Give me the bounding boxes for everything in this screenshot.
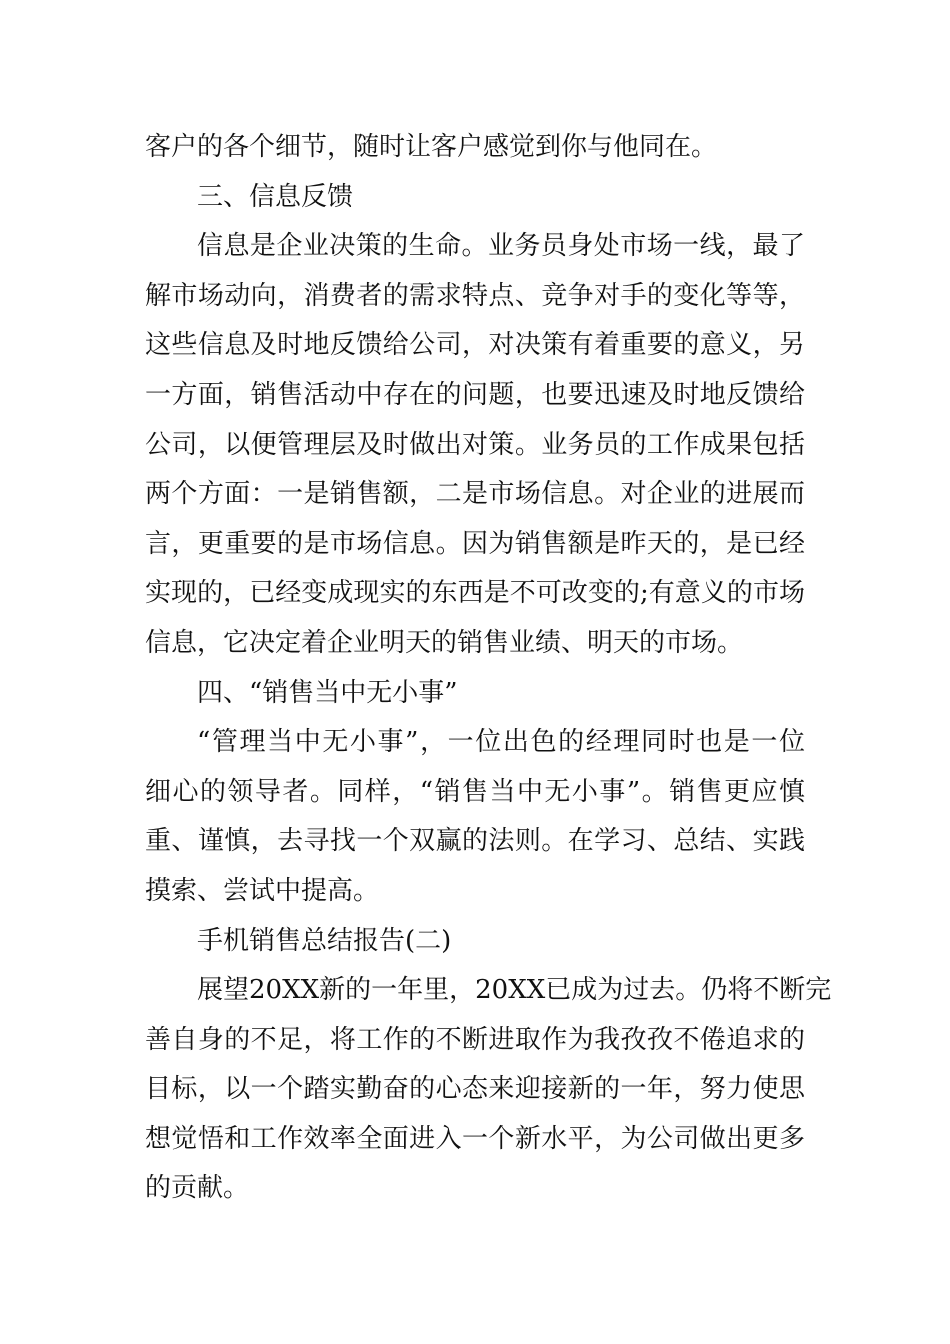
text-line: 信息是企业决策的生命。业务员身处市场一线，最了 [197,231,805,262]
text-line: 言，更重要的是市场信息。因为销售额是昨天的，是已经 [145,528,805,559]
text-line: 这些信息及时地反馈给公司，对决策有着重要的意义，另 [145,330,805,361]
text-line: 重、谨慎，去寻找一个双赢的法则。在学习、总结、实践 [145,826,805,857]
text-line: 善自身的不足，将工作的不断进取作为我孜孜不倦追求的 [145,1024,805,1055]
text-line: 实现的，已经变成现实的东西是不可改变的;有意义的市场 [145,578,805,609]
section-heading: 四、“销售当中无小事” [197,677,458,708]
text-line: 客户的各个细节，随时让客户感觉到你与他同在。 [145,132,718,162]
text-line: 两个方面：一是销售额，二是市场信息。对企业的进展而 [145,479,805,510]
text-line: 展望20XX新的一年里，20XX已成为过去。仍将不断完 [197,975,832,1006]
section-heading: 三、信息反馈 [197,181,354,212]
text-line: 目标，以一个踏实勤奋的心态来迎接新的一年，努力使思 [145,1074,805,1105]
text-line: 解市场动向，消费者的需求特点、竞争对手的变化等等， [145,280,805,311]
text-line: 公司，以便管理层及时做出对策。业务员的工作成果包括 [145,429,805,460]
document-body [145,123,832,1214]
text-line: 的贡献。 [145,1173,250,1204]
text-line: 细心的领导者。同样，“销售当中无小事”。销售更应慎 [145,776,805,807]
text-line: 摸索、尝试中提高。 [145,875,380,906]
text-line: “管理当中无小事”，一位出色的经理同时也是一位 [197,727,805,758]
text-line: 信息，它决定着企业明天的销售业绩、明天的市场。 [145,627,744,658]
text-line: 想觉悟和工作效率全面进入一个新水平，为公司做出更多 [145,1123,805,1154]
report-title: 手机销售总结报告(二) [197,925,452,956]
text-line: 一方面，销售活动中存在的问题，也要迅速及时地反馈给 [145,379,805,410]
